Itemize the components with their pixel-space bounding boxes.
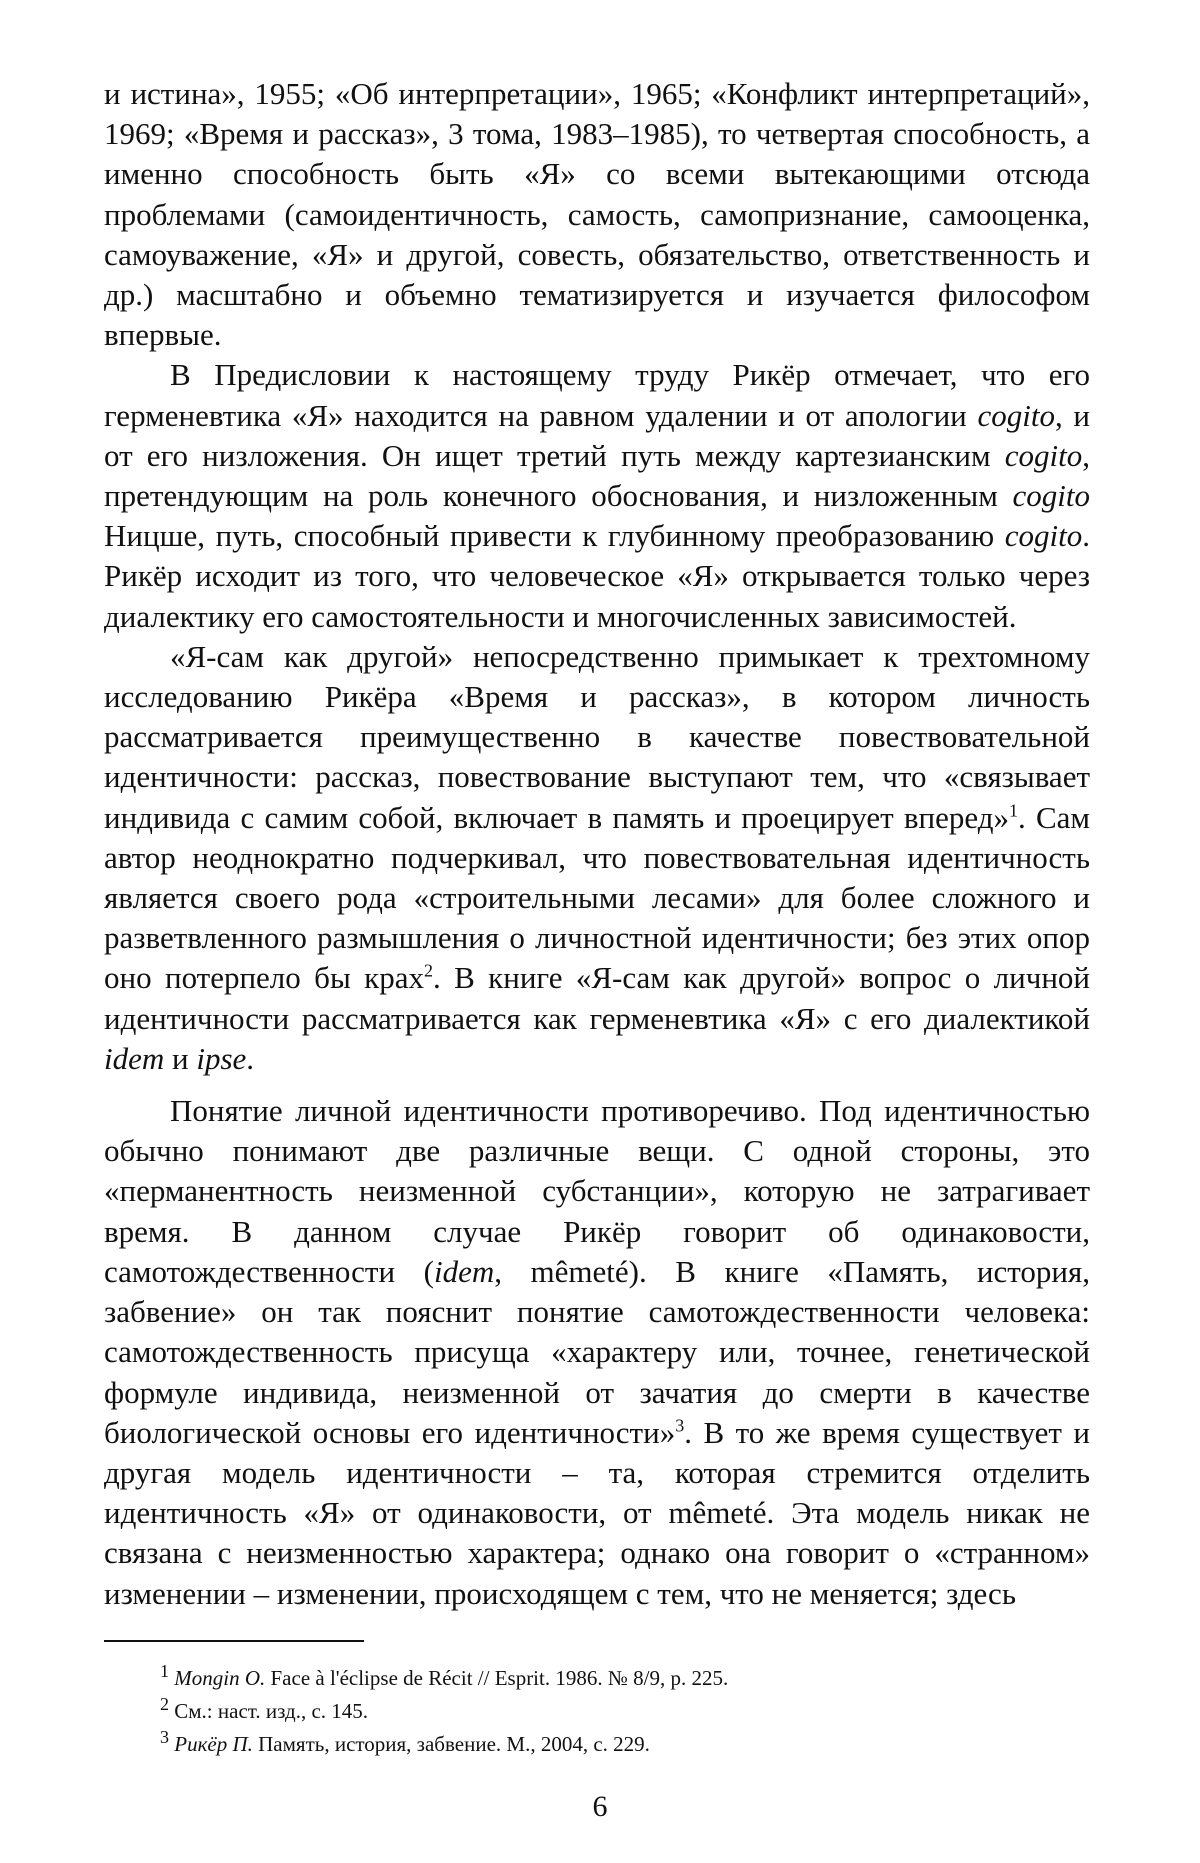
italic-term: cogito [977, 397, 1055, 433]
italic-term: idem [104, 1040, 165, 1076]
paragraph-3-text: . [246, 1040, 255, 1076]
footnote-mark: 3 [160, 1727, 169, 1747]
page-number: 6 [592, 1790, 608, 1823]
paragraph-2-text: . Рикёр исходит из того, что человеческое «Я» открывается только через диалектику его самостоятельности и многочисленных зависимостей. [104, 518, 1090, 634]
paragraph-3-text: и [164, 1040, 197, 1076]
footnote-divider [104, 1640, 364, 1642]
paragraph-4 [104, 1091, 1090, 1614]
paragraph-2-text: В Предисловии к настоящему труду Рикёр отмечает, что его герменевтика «Я» находится на равном удалении и от апологии [104, 357, 1090, 433]
footnote-3 [160, 1728, 1060, 1761]
paragraph-4-text: . В то же время существует и другая модель идентичности – та, которая стремится отделить идентичность «Я» от одинаковости, от mêmeté. Эта модель никак не связана с неизменностью характера; однако она говорит о «странном» изменении – изменении, происходящем с тем, что не меняется; здесь [104, 1414, 1090, 1611]
paragraph-4-text: , mêmeté). В книге «Память, история, забвение» он так пояснит понятие самотождественности человека: самотождественность присуща «характеру или, точнее, генетической формуле индивида, неизменной от зачатия до смерти в качестве биологической основы его идентичности» [104, 1253, 1090, 1450]
italic-term: cogito [1004, 518, 1083, 554]
paragraph-3-text: «Я-сам как другой» непосредственно примыкает к трехтомному исследованию Рикёра «Время и рассказ», в котором личность рассматривается преимущественно в качестве повествовательной идентичности: рассказ, повествование выступают тем, что «связывает индивида с самим собой, включает в память и проецирует вперед» [104, 638, 1090, 835]
footnotes [160, 1662, 1060, 1761]
footnote-author: Рикёр П. [174, 1732, 253, 1756]
footnote-ref-1[interactable]: 1 [1008, 800, 1018, 821]
italic-term: cogito [1012, 478, 1090, 514]
paragraph-3-text: . Сам автор неоднократно подчеркивал, что повествовательная идентичность является своего рода «строительными лесами» для более сложного и разветвленного размышления о личностной идентичности; без этих опор оно потерпело бы крах [104, 799, 1090, 996]
footnote-text: Face à l'éclipse de Récit // Esprit. 1986. № 8/9, p. 225. [265, 1666, 729, 1690]
footnote-ref-2[interactable]: 2 [423, 961, 433, 982]
paragraph-2-text: , и от его низложения. Он ищет третий путь между картезианским [104, 397, 1090, 473]
footnote-text: См.: наст. изд., с. 145. [174, 1699, 369, 1723]
paragraph-2-text: Ницше, путь, способный привести к глубинному преобразованию [104, 518, 1005, 554]
italic-term: idem [433, 1253, 495, 1289]
paragraph-4-text: Понятие личной идентичности противоречиво. Под идентичностью обычно понимают две различные вещи. С одной стороны, это «перманентность неизменной субстанции», которую не затрагивает время. В данном случае Рикёр говорит об одинаковости, самотождественности ( [104, 1093, 1090, 1289]
footnote-mark: 1 [160, 1661, 169, 1681]
italic-term: ipse [196, 1040, 247, 1076]
main-text [104, 74, 1090, 1614]
footnote-mark: 2 [160, 1694, 169, 1714]
paragraph-3 [104, 637, 1090, 1079]
paragraph-2-text: , претендующим на роль конечного обоснования, и низложенным [104, 437, 1090, 514]
paragraph-1-text: и истина», 1955; «Об интерпретации», 1965; «Конфликт интерпретаций», 1969; «Время и рассказ», 3 тома, 1983–1985), то четвертая способность, а именно способность быть «Я» со всеми вытекающими отсюда проблемами (самоидентичность, самость, самопризнание, самооценка, самоуважение, «Я» и другой, совесть, обязательство, ответственность и др.) масштабно и объемно тематизируется и изучается философом впервые. [104, 76, 1090, 353]
paragraph-3-text: . В книге «Я-сам как другой» вопрос о личной идентичности рассматривается как герменевтика «Я» с его диалектикой [104, 960, 1090, 1036]
footnote-1 [160, 1662, 1060, 1695]
paragraph-2 [104, 355, 1090, 636]
footnote-ref-3[interactable]: 3 [675, 1415, 685, 1436]
footnote-text: Память, история, забвение. М., 2004, с. 229. [252, 1732, 650, 1756]
footnote-author: Mongin O. [174, 1666, 266, 1690]
footnote-2 [160, 1695, 1060, 1728]
italic-term: cogito [1004, 437, 1083, 473]
paragraph-1 [104, 74, 1090, 355]
